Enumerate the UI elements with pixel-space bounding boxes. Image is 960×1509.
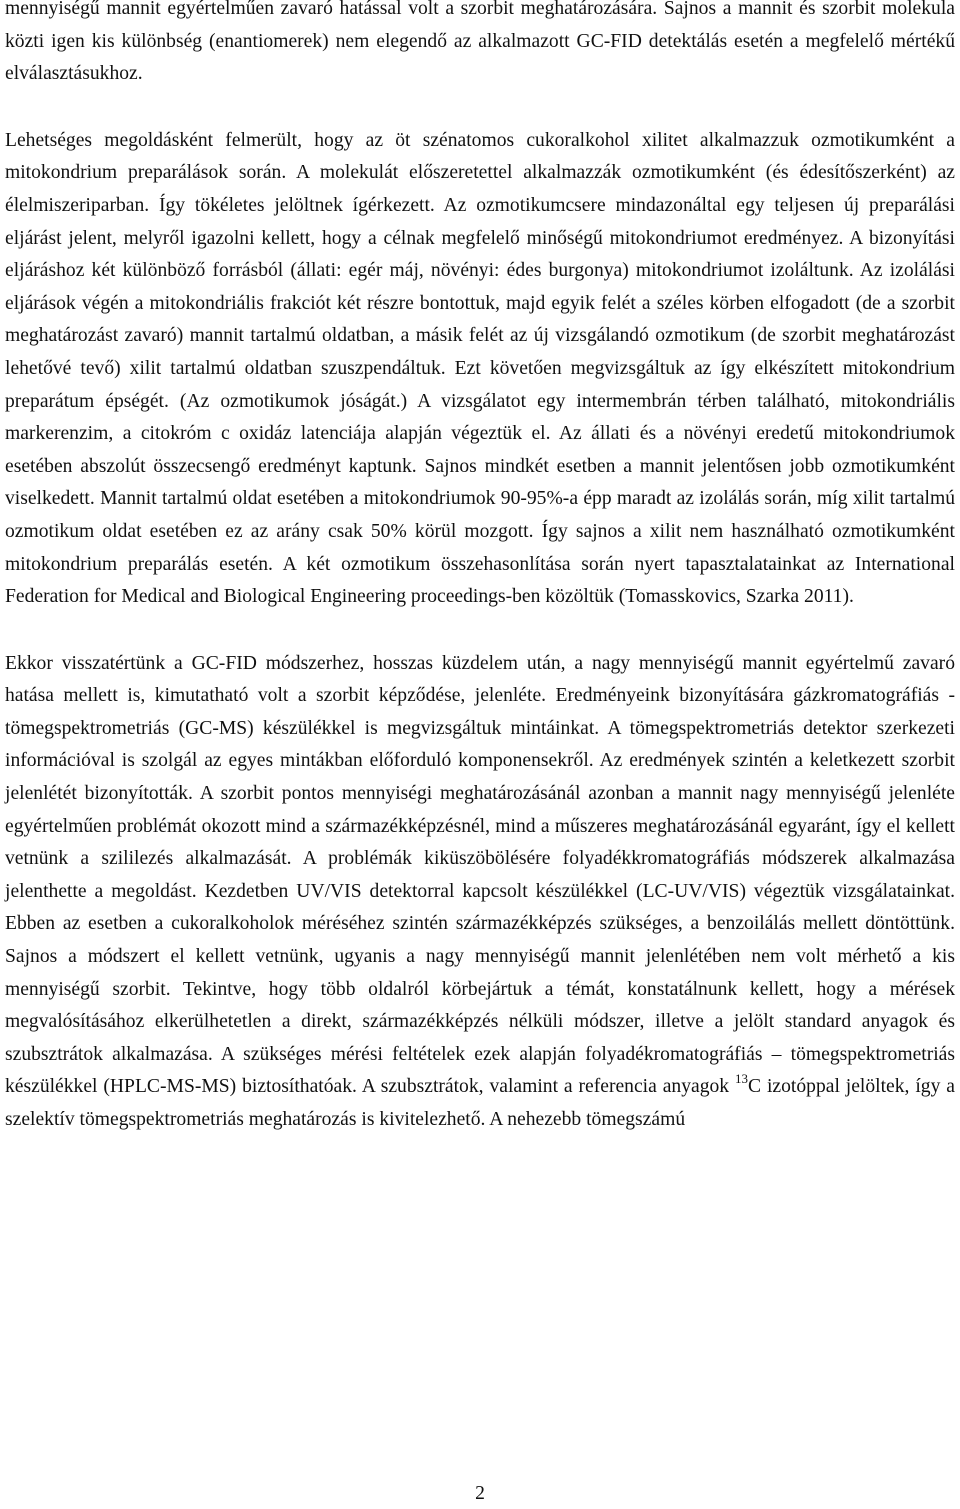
paragraph-3 bbox=[5, 648, 955, 1137]
isotope-superscript: 13 bbox=[735, 1071, 748, 1087]
paragraph-1: mennyiségű mannit egyértelműen zavaró hatással volt a szorbit meghatározására. Sajnos a mannit és szorbit molekula közti igen kis különbség (enantiomerek) nem elegendő az alkalmazott GC-FID detektálás esetén a megfelelő mértékű elválasztásukhoz. bbox=[5, 0, 955, 85]
paragraph-2: Lehetséges megoldásként felmerült, hogy az öt szénatomos cukoralkohol xilitet alkalmazzuk ozmotikumként a mitokondrium preparálások során. A molekulát előszeretettel alkalmazzák ozmotikumként (és édesítőszerként) az élelmiszeriparban. Így tökéletes jelöltnek ígérkezett. Az ozmotikumcsere mindazonáltal egy teljesen új preparálási eljárást jelent, melyről igazolni kellett, hogy a célnak megfelelő minőségű mitokondriumot eredményez. A bizonyítási eljáráshoz két különböző forrásból (állati: egér máj, növényi: édes burgonya) mitokondriumot izoláltunk. Az izolálási eljárások végén a mitokondriális frakciót két részre bontottuk, majd egyik felét a széles körben elfogadott (de a szorbit meghatározást zavaró) mannit tartalmú oldatban, a másik felét az új vizsgálandó ozmotikum (de szorbit meghatározást lehetővé tevő) xilit tartalmú oldatban szuszpendáltuk. Ezt követően megvizsgáltuk az így elkészített mitokondrium preparátum épségét. (Az ozmotikumok jóságát.) A vizsgálatot egy intermembrán térben található, mitokondriális markerenzim, a citokróm c oxidáz latenciája alapján végeztük el. Az állati és a növényi eredetű mitokondriumok esetében abszolút összecsengő eredményt kaptunk. Sajnos mindkét esetben a mannit jelentősen jobb ozmotikumként viselkedett. Mannit tartalmú oldat esetében a mitokondriumok 90-95%-a épp maradt az izolálás során, míg xilit tartalmú ozmotikum oldat esetében ez az arány csak 50% körül mozgott. Így sajnos a xilit nem használható ozmotikumként mitokondrium preparálás esetén. A két ozmotikum összehasonlítása során nyert tapasztalatainkat az International Federation for Medical and Biological Engineering proceedings-ben közöltük (Tomasskovics, Szarka 2011). bbox=[5, 129, 955, 608]
paragraph-3-text-before: Ekkor visszatértünk a GC-FID módszerhez, hosszas küzdelem után, a nagy mennyiségű mannit egyértelmű zavaró hatása mellett is, kimutatható volt a szorbit képződése, jelenléte. Eredményeink bizonyítására gázkromatográfiás - tömegspektrometriás (GC-MS) készülékkel is megvizsgáltuk mintáinkat. A tömegspektrometriás detektor szerkezeti információval is szolgál az egyes mintákban előforduló komponensekről. Az eredmények szintén a keletkezett szorbit jelenlétét bizonyították. A szorbit pontos mennyiségi meghatározásánál azonban a mannit nagy mennyiségű jelenléte egyértelműen problémát okozott mind a származékképzésnél, mind a műszeres meghatározásánál egyaránt, így el kellett vetnünk a szililezés alkalmazását. A problémák kiküszöbölésére folyadékkromatográfiás módszerek alkalmazása jelenthette a megoldást. Kezdetben UV/VIS detektorral kapcsolt készülékkel (LC-UV/VIS) végeztük vizsgálatainkat. Ebben az esetben a cukoralkoholok méréséhez szintén származékképzés szükséges, a benzoilálás mellett döntöttünk. Sajnos a módszert el kellett vetnünk, ugyanis a nagy mennyiségű mannit jelenlétében nem volt mérhető a kis mennyiségű szorbit. Tekintve, hogy több oldalról körbejártuk a témát, konstatálnunk kellett, hogy a mérések megvalósításához elkerülhetetlen a direkt, származékképzés nélküli módszer, illetve a jelölt standard anyagok és szubsztrátok alkalmazása. A szükséges mérési feltételek ezek alapján folyadékromatográfiás – tömegspektrometriás készülékkel (HPLC-MS-MS) biztosíthatóak. A szubsztrátok, valamint a referencia anyagok bbox=[5, 652, 955, 1098]
paragraph-3-text-after: C izotóppal jelöltek, így a szelektív tömegspektrometriás meghatározás is kivitelezhető. A nehezebb tömegszámú bbox=[5, 1076, 955, 1130]
paragraph-spacer bbox=[5, 91, 955, 125]
paragraph-spacer bbox=[5, 614, 955, 648]
page-number: 2 bbox=[475, 1483, 485, 1504]
document-page bbox=[5, 0, 955, 1137]
